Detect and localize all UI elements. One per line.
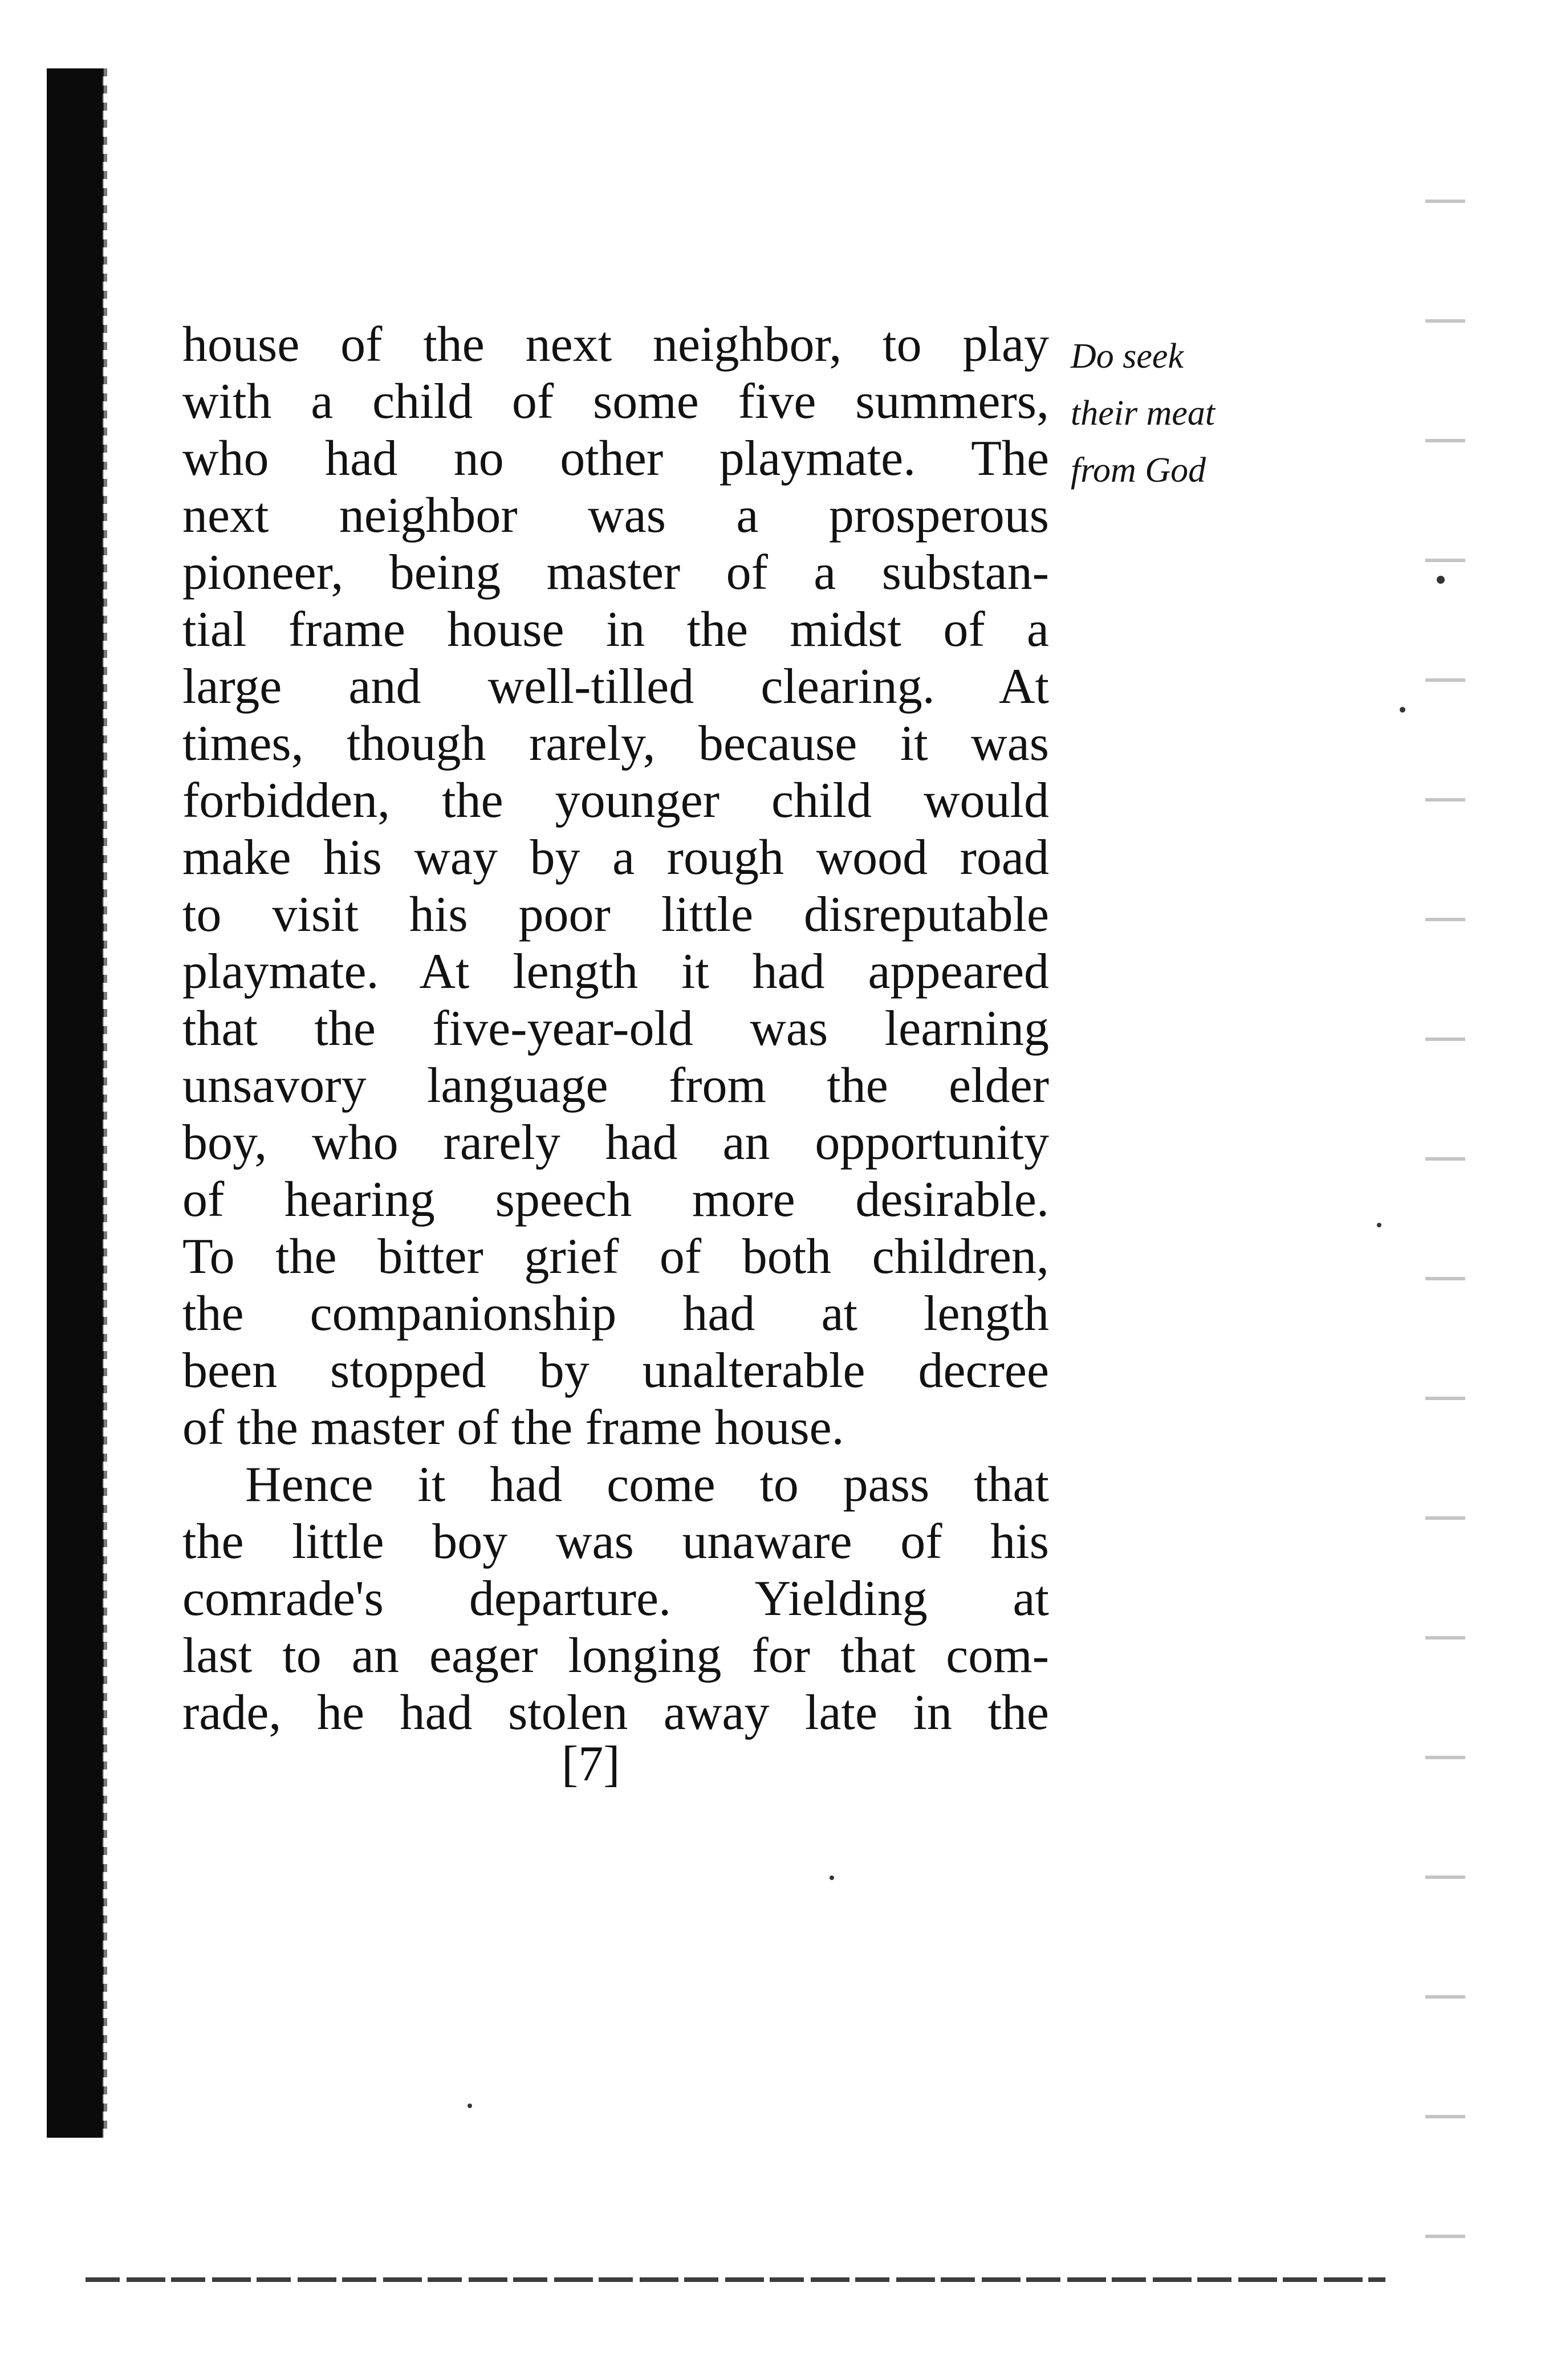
scan-edge-noise <box>1425 131 1465 2240</box>
text-line: playmate. At length it had appeared <box>182 944 1049 999</box>
text-line: times, though rarely, because it was <box>182 716 1049 771</box>
book-spine-shadow <box>47 68 104 2138</box>
text-line: to visit his poor little disreputable <box>182 887 1049 942</box>
text-line: of the master of the frame house. <box>182 1400 844 1455</box>
page-bottom-edge <box>86 2277 1385 2282</box>
text-line: comrade's departure. Yielding at <box>182 1571 1049 1626</box>
margin-note-line: Do seek <box>1071 337 1184 376</box>
spine-edge <box>103 68 107 2138</box>
text-line: the little boy was unaware of his <box>182 1514 1049 1569</box>
text-line: large and well-tilled clearing. At <box>182 659 1049 714</box>
text-line: with a child of some five summers, <box>182 374 1049 429</box>
text-line: who had no other playmate. The <box>182 431 1049 486</box>
text-line: To the bitter grief of both children, <box>182 1229 1049 1284</box>
text-line: last to an eager longing for that com- <box>182 1628 1049 1683</box>
scan-speck <box>1377 1223 1381 1227</box>
text-line: boy, who rarely had an opportunity <box>182 1115 1049 1170</box>
text-line: next neighbor was a prosperous <box>182 488 1049 543</box>
text-line: rade, he had stolen away late in the <box>182 1685 1049 1740</box>
text-line: house of the next neighbor, to play <box>182 317 1049 372</box>
text-line: been stopped by unalterable decree <box>182 1343 1049 1398</box>
text-line: pioneer, being master of a substan- <box>182 545 1049 600</box>
margin-note-line: from God <box>1071 451 1206 490</box>
margin-note-line: their meat <box>1071 394 1215 433</box>
text-line: the companionship had at length <box>182 1286 1049 1341</box>
text-line: that the five-year-old was learning <box>182 1001 1049 1056</box>
scan-speck <box>467 2104 472 2108</box>
text-line: of hearing speech more desirable. <box>182 1172 1049 1227</box>
body-text <box>182 316 1049 1742</box>
text-line: forbidden, the younger child would <box>182 773 1049 828</box>
text-line: Hence it had come to pass that <box>245 1457 1049 1512</box>
text-line: unsavory language from the elder <box>182 1058 1049 1113</box>
text-line: make his way by a rough wood road <box>182 830 1049 885</box>
text-line: tial frame house in the midst of a <box>182 602 1049 657</box>
scan-speck <box>1400 707 1405 713</box>
margin-note <box>1071 328 1242 499</box>
page-number: [7] <box>562 1736 620 1792</box>
scan-speck <box>1437 576 1445 584</box>
scan-speck <box>830 1875 834 1880</box>
